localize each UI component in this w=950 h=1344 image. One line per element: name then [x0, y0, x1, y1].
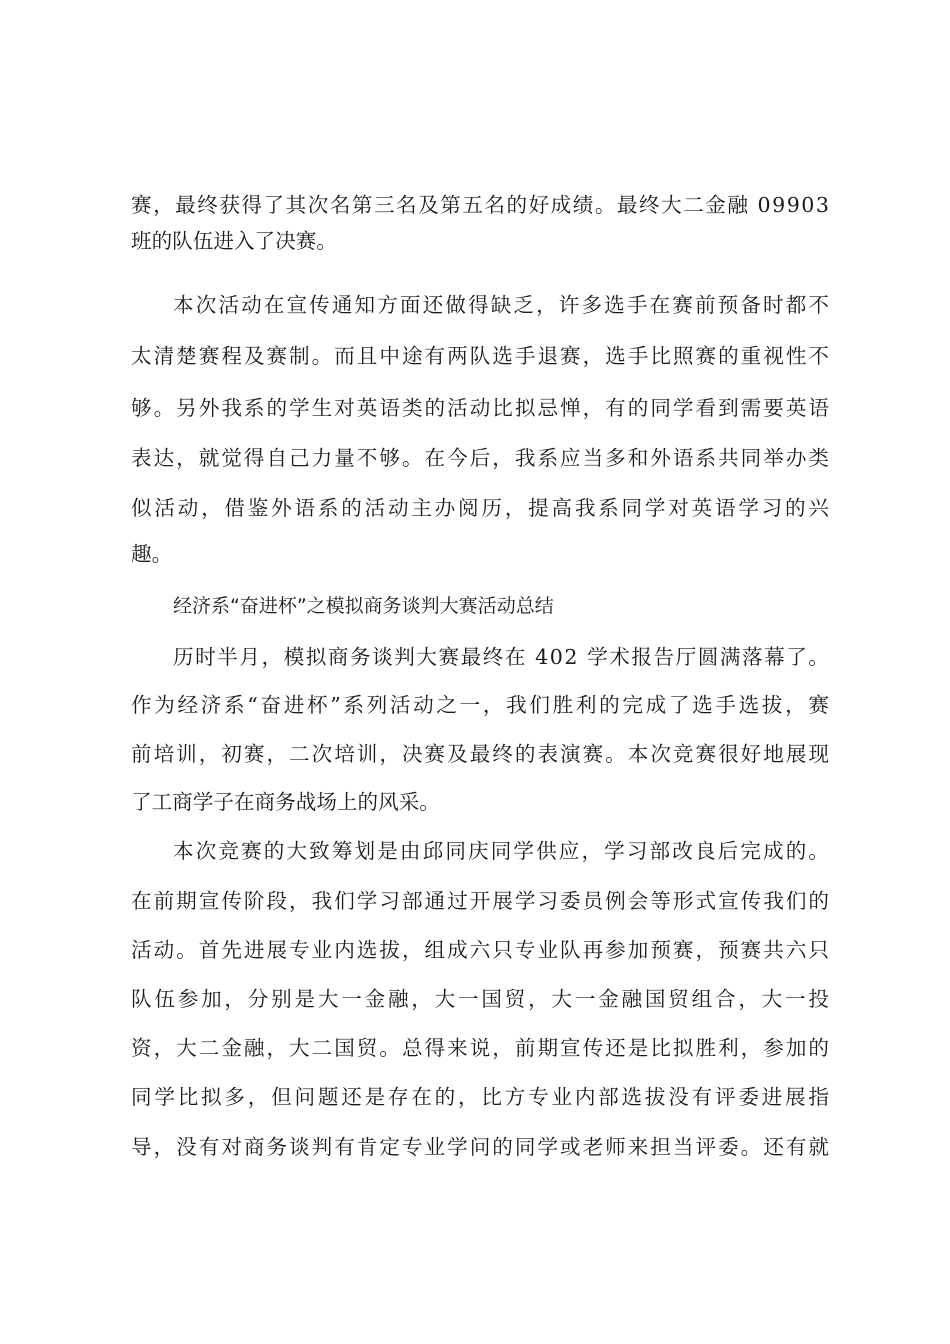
text-line [0, 288, 950, 322]
line-text: 够。另外我系的学生对英语类的活动比拟忌惮，有的同学看到需要英语 [131, 396, 831, 420]
text-line [0, 391, 950, 425]
line-text: 本次活动在宣传通知方面还做得缺乏，许多选手在赛前预备时都不 [173, 293, 832, 317]
line-text: 作为经济系“奋进杯”系列活动之一，我们胜利的完成了选手选拔，赛 [131, 693, 832, 717]
text-line [0, 441, 950, 475]
line-text: 在前期宣传阶段，我们学习部通过开展学习委员例会等形式宣传我们的 [131, 889, 831, 913]
line-text: 队伍参加，分别是大一金融，大一国贸，大一金融国贸组合，大一投 [131, 987, 832, 1011]
text-line [0, 1130, 950, 1164]
text-line [0, 785, 950, 819]
line-text: 同学比拟多，但问题还是存在的，比方专业内部选拔没有评委进展指 [131, 1085, 832, 1109]
text-line [0, 640, 950, 674]
line-text: 资，大二金融，大二国贸。总得来说，前期宣传还是比拟胜利，参加的 [131, 1036, 831, 1060]
heading-text: 经济系“奋进杯”之模拟商务谈判大赛活动总结 [173, 595, 554, 617]
line-text: 太清楚赛程及赛制。而且中途有两队选手退赛，选手比照赛的重视性不 [131, 344, 831, 368]
text-line [0, 884, 950, 918]
line-text: 了工商学子在商务战场上的风采。 [131, 790, 440, 814]
section-heading [0, 589, 950, 623]
line-text: 活动。首先进展专业内选拔，组成六只专业队再参加预赛，预赛共六只 [131, 938, 831, 962]
text-line [0, 1080, 950, 1114]
text-line [0, 982, 950, 1016]
line-text: 前培训，初赛，二次培训，决赛及最终的表演赛。本次竞赛很好地展现 [131, 742, 831, 766]
text-line [0, 188, 950, 222]
text-line [0, 339, 950, 373]
text-line [0, 491, 950, 525]
text-line [0, 537, 950, 571]
text-line [0, 737, 950, 771]
text-line [0, 834, 950, 868]
line-text: 历时半月，模拟商务谈判大赛最终在 402 学术报告厅圆满落幕了。 [173, 645, 831, 669]
line-text: 趣。 [131, 542, 173, 566]
line-text: 导，没有对商务谈判有肯定专业学问的同学或老师来担当评委。还有就 [131, 1135, 831, 1159]
text-line [0, 224, 950, 258]
text-line [0, 1031, 950, 1065]
text-line [0, 933, 950, 967]
line-text: 班的队伍进入了决赛。 [131, 229, 337, 253]
text-line [0, 688, 950, 722]
line-text: 本次竞赛的大致筹划是由邱同庆同学供应，学习部改良后完成的。 [173, 839, 832, 863]
line-text: 表达，就觉得自己力量不够。在今后，我系应当多和外语系共同举办类 [131, 446, 831, 470]
line-text: 赛，最终获得了其次名第三名及第五名的好成绩。最终大二金融 09903 [131, 193, 831, 217]
line-text: 似活动，借鉴外语系的活动主办阅历，提高我系同学对英语学习的兴 [131, 496, 832, 520]
